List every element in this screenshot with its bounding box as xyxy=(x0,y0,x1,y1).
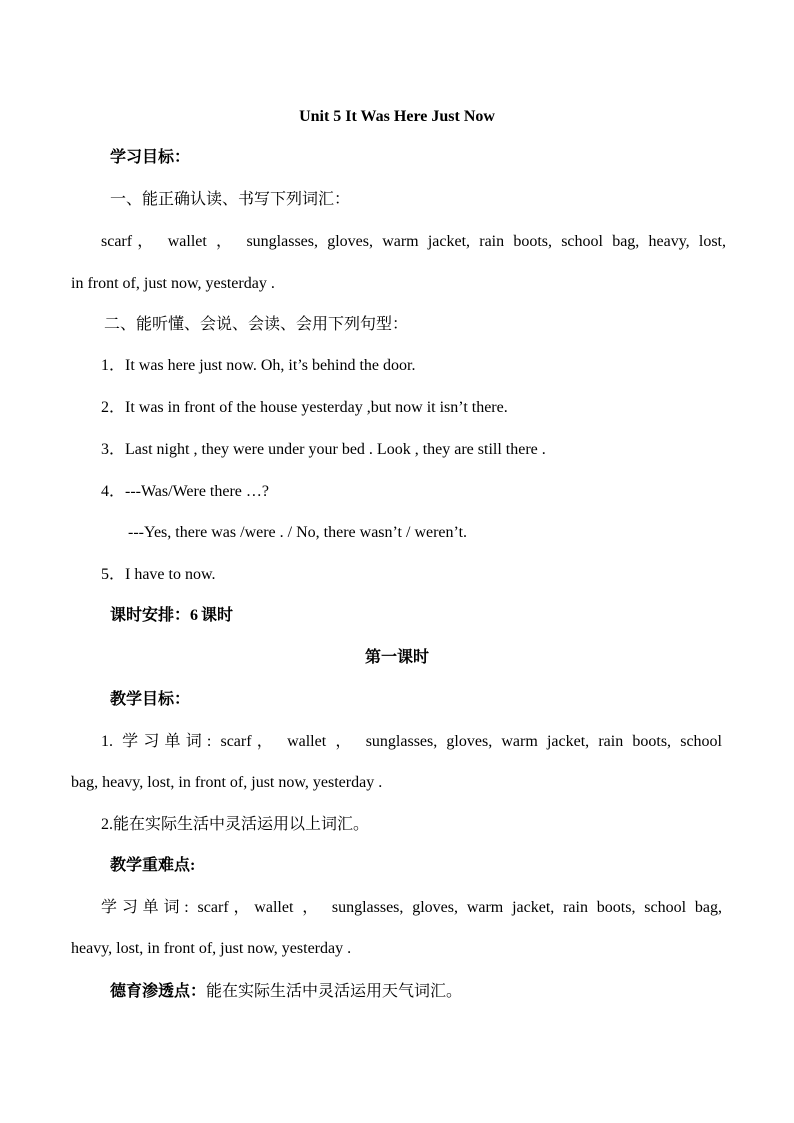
schedule-suffix: 课时 xyxy=(201,607,234,624)
moral-text: 能在实际生活中灵活运用天气词汇。 xyxy=(206,983,463,1000)
vocab-heading: 一、能正确认读、书写下列词汇： xyxy=(110,191,351,208)
key-points-line-2: heavy, lost, in front of, just now, yesterday . xyxy=(71,940,352,957)
schedule-line xyxy=(110,606,233,626)
moral-label: 德育渗透点： xyxy=(110,983,207,1000)
schedule-value: 6 xyxy=(190,607,199,624)
key-points-heading: 教学重难点: xyxy=(110,857,196,874)
vocab-line-2: in front of, just now, yesterday . xyxy=(71,275,275,292)
sentence-5: 5．I have to now. xyxy=(101,566,216,583)
lesson-title: 第一课时 xyxy=(364,649,429,666)
goal-1-line-2: bag, heavy, lost, in front of, just now, yesterday . xyxy=(71,774,383,791)
moral-line xyxy=(110,982,462,1002)
sentence-1: 1．It was here just now. Oh, it’s behind the door. xyxy=(101,357,416,374)
teaching-goals-heading: 教学目标： xyxy=(110,691,191,708)
document-title: Unit 5 It Was Here Just Now xyxy=(299,108,495,125)
sentence-2: 2．It was in front of the house yesterday ,but now it isn’t there. xyxy=(101,399,508,416)
key-points-line-1: 学习单词: scarf，wallet ， sunglasses, gloves, warm jacket, rain boots, school bag, xyxy=(101,899,722,916)
sentence-3: 3．Last night , they were under your bed . Look , they are still there . xyxy=(101,441,546,458)
sentence-4-answer: ---Yes, there was /were . / No, there wasn’t / weren’t. xyxy=(128,524,468,541)
sentence-4: 4．---Was/Were there …? xyxy=(101,483,270,500)
goal-1-line-1: 1. 学习单词: scarf， wallet ， sunglasses, gloves, warm jacket, rain boots, school xyxy=(101,733,722,750)
goal-2: 2.能在实际生活中灵活运用以上词汇。 xyxy=(101,816,370,833)
vocab-line-1: scarf， wallet ， sunglasses, gloves, warm jacket, rain boots, school bag, heavy, lost, xyxy=(101,233,726,250)
goals-heading: 学习目标： xyxy=(110,149,191,166)
schedule-label: 课时安排： xyxy=(110,607,191,624)
sentences-heading: 二、能听懂、会说、会读、会用下列句型： xyxy=(104,316,409,333)
